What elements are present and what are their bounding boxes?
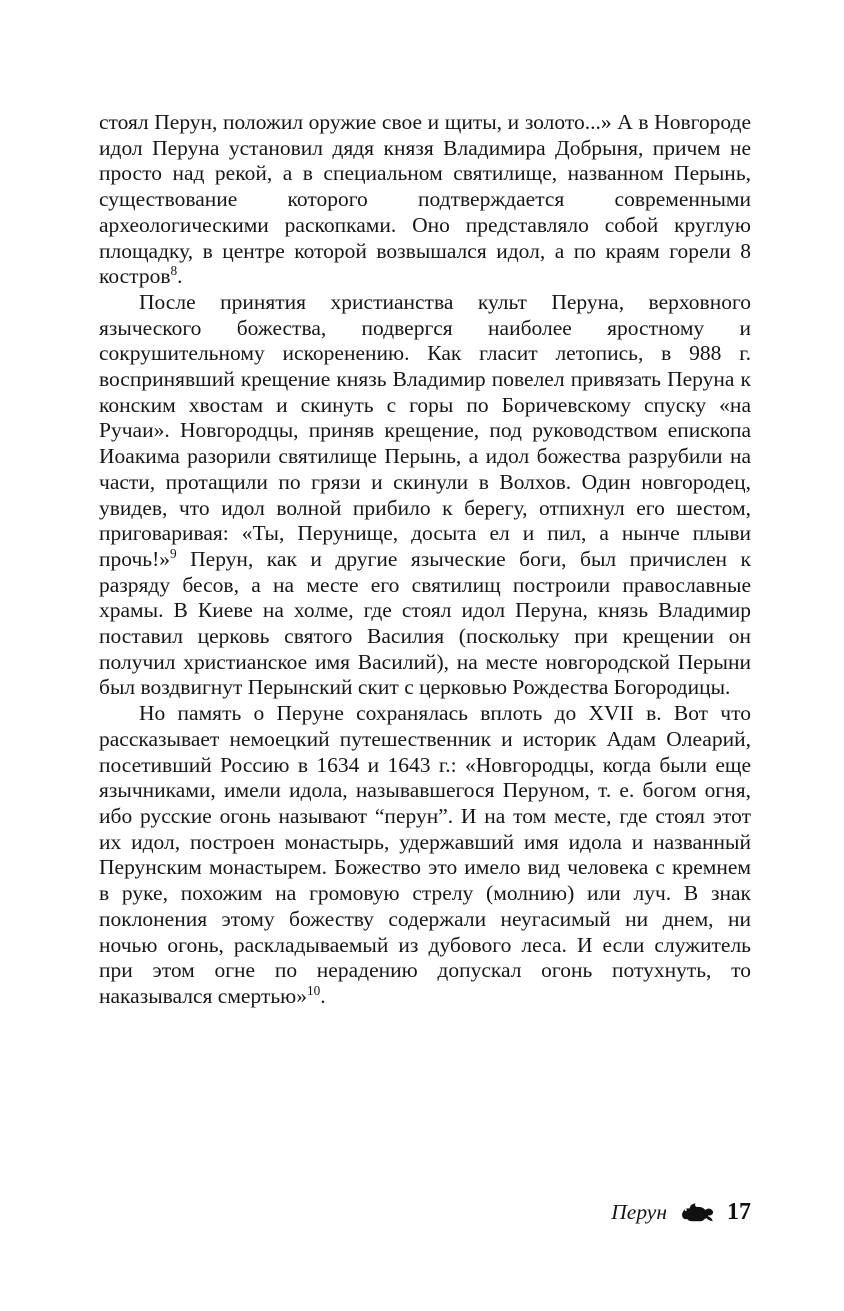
footnote-ref: 10 [306,982,321,998]
dragon-ornament-icon [679,1202,715,1224]
footer [99,1196,751,1228]
text-block [99,110,751,1010]
footnote-ref: 9 [169,545,177,561]
page-number: 17 [727,1198,751,1225]
paragraph: стоял Перун, положил оружие свое и щиты, и золото...» А в Новгороде идол Перуна установил дядя князя Владимира Добрыня, причем не просто над рекой, а в специальном святилище, названном Перынь, существование которого подтверждается современными археологическими раскопками. Оно представляло собой круглую площадку, в центре которой возвышался идол, а по краям горели 8 костров$^8$. [99,110,751,289]
paragraph: После принятия христианства культ Перуна, верховного языческого божества, подвергся наиболее яростному и сокрушительному искоренению. Как гласит летопись, в 988 г. воспринявший крещение князь Владимир повелел привязать Перуна к конским хвостам и скинуть с горы по Боричевскому спуску «на Ручаи». Новгородцы, приняв крещение, под руководством епископа Иоакима разорили святилище Перынь, а идол божества разрубили на части, протащили по грязи и скинули в Волхов. Один новгородец, увидев, что идол волной прибило к берегу, отпихнул его шестом, приговаривая: «Ты, Перунище, досыта ел и пил, а нынче плыви прочь!»$^9$ Перун, как и другие языческие боги, был причислен к разряду бесов, а на месте его святилищ построили православные храмы. В Киеве на холме, где стоял идол Перуна, князь Владимир поставил церковь святого Василия (поскольку при крещении он получил христианское имя Василий), на месте новгородской Перыни был воздвигнут Перынский скит с церковью Рождества Богородицы. [99,289,751,700]
paragraph: Но память о Перуне сохранялась вплоть до XVII в. Вот что рассказывает немоецкий путешественник и историк Адам Олеарий, посетивший Россию в 1634 и 1643 г.: «Новгородцы, когда были еще язычниками, имели идола, называвшегося Перуном, т. е. богом огня, ибо русские огонь называют “перун”. И на том месте, где стоял этот их идол, построен монастырь, удержавший имя идола и названный Перунским монастырем. Божество это имело вид человека с кремнем в руке, похожим на громовую стрелу (молнию) или луч. В знак поклонения этому божеству содержали неугасимый ни днем, ни ночью огонь, раскладываемый из дубового леса. И если служитель при этом огне по нерадению допускал огонь потухнуть, то наказывался смертью»$^{10}$. [99,701,751,1008]
running-title: Перун [611,1199,667,1224]
footnote-ref: 8 [170,263,178,279]
